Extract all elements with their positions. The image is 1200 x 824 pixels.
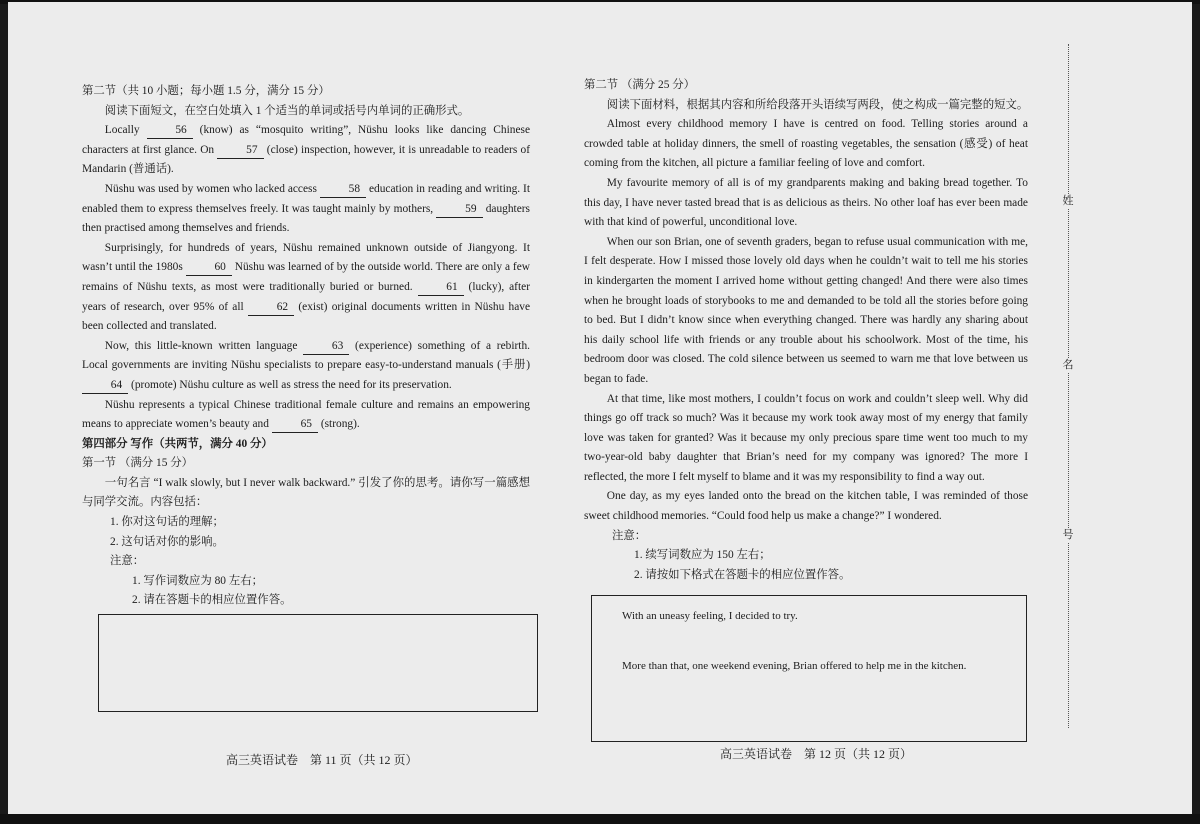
note-1-right: 1. 续写词数应为 150 左右；: [634, 549, 771, 562]
section2-title-right: 第二节 （满分 25 分）: [584, 79, 696, 91]
cloze-paragraph-5: Nüshu represents a typical Chinese traditional female culture and remains an empowering means to appreciate women’s beauty and 65 (strong).: [82, 396, 530, 435]
story-paragraph-5: One day, as my eyes landed onto the bread on the kitchen table, I was reminded of those sweet childhood memories. “Could food help us make a change?” I wondered.: [584, 490, 1028, 523]
prompt-item-2: 2. 这句话对你的影响。: [110, 535, 224, 548]
blank-56[interactable]: 56: [147, 123, 193, 139]
answer-box-continuation[interactable]: [591, 595, 1027, 742]
writing-prompt: 一句名言 “I walk slowly, but I never walk backward.” 引发了你的思考。请你写一篇感想与同学交流。内容包括：: [82, 476, 530, 509]
prompt-item-1: 1. 你对这句话的理解；: [110, 516, 224, 529]
page-footer-12: 高三英语试卷 第 12 页（共 12 页）: [720, 747, 913, 761]
blank-57[interactable]: 57: [217, 143, 263, 159]
cloze-paragraph-4: Now, this little-known written language 63 (experience) something of a rebirth. Local governments are inviting Nüshu specialists to prepare easy-to-understand manuals (手册) 64 (promote) Nüshu culture as well as stress the need for its preservation.: [82, 337, 530, 396]
left-page: [82, 82, 530, 611]
blank-62[interactable]: 62: [248, 300, 294, 316]
section2-title: 第二节（共 10 小题；每小题 1.5 分，满分 15 分）: [82, 85, 330, 97]
blank-60[interactable]: 60: [186, 260, 232, 276]
blank-64[interactable]: 64: [82, 378, 128, 394]
blank-59[interactable]: 59: [436, 202, 482, 218]
cloze-paragraph-3: Surprisingly, for hundreds of years, Nüshu remained unknown outside of Jiangyong. It wasn’t until the 1980s 60 Nüshu was learned of by the outside world. There are only a few remains of Nüshu texts, as most were traditionally buried or burned. 61 (lucky), after years of research, over 95% of all 62 (exist) original documents written in Nüshu have been collected and translated.: [82, 241, 531, 333]
note-2: 2. 请在答题卡的相应位置作答。: [132, 594, 292, 607]
story-paragraph-3: When our son Brian, one of seventh graders, began to refuse usual communication with me, I felt desperate. How I missed those lovely old days when he couldn’t wait to tell me his stories in kindergarten the moment I arrived home without getting changed! And there were also times when he brought loads of storybooks to me and demanded to be told all the stories before going to bed. But I didn’t know since when everything changed. There was hardly any sharing about his daily school life with friends or any trouble about his schoolwork. Most of the time, his bedroom door was closed. The cold silence between us seemed to warn me that love between us began to fade.: [584, 235, 1028, 385]
blank-58[interactable]: 58: [320, 182, 366, 198]
paragraph-opener-1: With an uneasy feeling, I decided to try.: [622, 610, 798, 622]
right-page: [584, 76, 1028, 585]
story-paragraph-4: At that time, like most mothers, I couldn’t focus on work and couldn’t sleep well. Why did things go off track so much? Was it because my work took away most of my energy that family love was taken for granted? Was it because my only precious spare time went too much to my two-year-old baby daughter that Brian’s need for my company was ignored? The more I reflected, the more I felt myself to blame and it was my responsibility to find a way out.: [584, 392, 1028, 483]
blank-65[interactable]: 65: [272, 417, 318, 433]
cloze-paragraph-2: Nüshu was used by women who lacked access 58 education in reading and writing. It enabled them to express themselves freely. It was taught mainly by mothers, 59 daughters then practised among themselves and friends.: [82, 182, 530, 235]
binding-label-2: 名: [1060, 358, 1076, 372]
blank-61[interactable]: 61: [418, 280, 464, 296]
notes-label-right: 注意：: [612, 529, 647, 542]
cloze-paragraph-1: Locally 56 (know) as “mosquito writing”, Nüshu looks like dancing Chinese characters at first glance. On 57 (close) inspection, however, it is unreadable to readers of Mandarin (普通话).: [82, 124, 531, 176]
continuation-instructions: 阅读下面材料，根据其内容和所给段落开头语续写两段，使之构成一篇完整的短文。: [606, 98, 1029, 111]
page-footer-11: 高三英语试卷 第 11 页（共 12 页）: [226, 753, 418, 767]
note-2-right: 2. 请按如下格式在答题卡的相应位置作答。: [634, 568, 851, 581]
scan-edge-bottom: [0, 814, 1200, 824]
blank-63[interactable]: 63: [303, 339, 349, 355]
answer-box-essay[interactable]: [98, 614, 538, 712]
binding-dotted-line: [1068, 44, 1069, 728]
section2-instructions: 阅读下面短文，在空白处填入 1 个适当的单词或括号内单词的正确形式。: [104, 104, 470, 117]
story-paragraph-2: My favourite memory of all is of my grandparents making and baking bread together. To this day, I have never tasted bread that is as delicious as theirs. No other loaf has ever been made with that kind of powerful, unconditional love.: [584, 176, 1028, 229]
story-paragraph-1: Almost every childhood memory I have is centred on food. Telling stories around a crowded table at holiday dinners, the smell of roasting vegetables, the sensation (感受) of heat coming from the kitchen, all picture a familiar feeling of love and comfort.: [584, 118, 1028, 170]
binding-label-1: 姓: [1060, 194, 1076, 208]
section1-title: 第一节 （满分 15 分）: [82, 457, 194, 470]
part4-title: 第四部分 写作（共两节，满分 40 分）: [82, 437, 273, 450]
notes-label: 注意：: [110, 555, 145, 568]
note-1: 1. 写作词数应为 80 左右；: [132, 574, 263, 587]
paragraph-opener-2: More than that, one weekend evening, Brian offered to help me in the kitchen.: [622, 660, 967, 672]
binding-label-3: 号: [1060, 528, 1076, 542]
